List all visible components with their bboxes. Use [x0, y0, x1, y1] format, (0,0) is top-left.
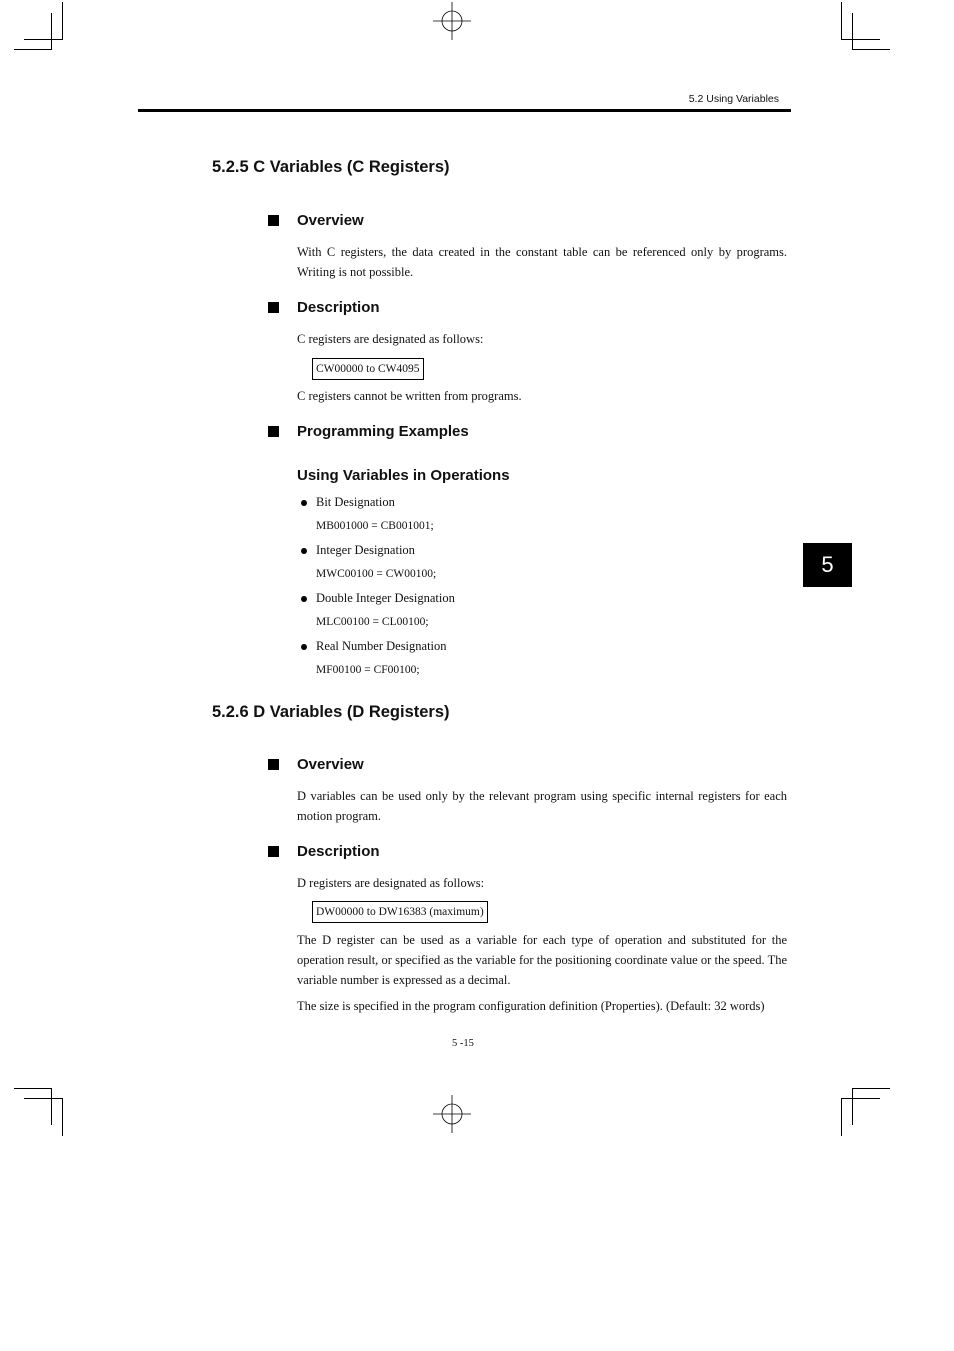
list-item — [301, 639, 447, 654]
list-item-label: Real Number Designation — [316, 639, 447, 653]
running-header: 5.2 Using Variables — [688, 93, 779, 105]
register-range-box-c: CW00000 to CW4095 — [312, 358, 424, 380]
heading-label: Overview — [297, 756, 364, 773]
code-line: MLC00100 = CL00100; — [316, 616, 429, 628]
bullet-dot-icon — [301, 596, 307, 602]
square-bullet-icon — [268, 302, 279, 313]
heading-description-c — [268, 299, 380, 316]
square-bullet-icon — [268, 215, 279, 226]
description-intro-d: D registers are designated as follows: — [297, 876, 485, 890]
heading-overview-d — [268, 756, 364, 773]
list-item-label: Integer Designation — [316, 543, 415, 557]
list-item-label: Bit Designation — [316, 495, 395, 509]
list-item — [301, 495, 395, 510]
description-intro-c: C registers are designated as follows: — [297, 332, 484, 346]
code-line: MF00100 = CF00100; — [316, 664, 420, 676]
registration-target-bottom — [432, 1094, 472, 1134]
bullet-dot-icon — [301, 644, 307, 650]
description-note-c: C registers cannot be written from programs. — [297, 389, 522, 403]
chapter-tab: 5 — [803, 543, 852, 587]
section-title-d: 5.2.6 D Variables (D Registers) — [212, 703, 450, 721]
list-item — [301, 591, 455, 606]
square-bullet-icon — [268, 846, 279, 857]
heading-programming-examples — [268, 423, 469, 440]
heading-label: Programming Examples — [297, 423, 469, 440]
overview-text-c: With C registers, the data created in the constant table can be referenced only by programs. Writing is not possible. — [297, 245, 787, 279]
bullet-dot-icon — [301, 548, 307, 554]
heading-label: Description — [297, 843, 380, 860]
overview-text-d: D variables can be used only by the relevant program using specific internal registers for each motion program. — [297, 789, 787, 823]
subheading-using-variables: Using Variables in Operations — [297, 467, 510, 484]
heading-overview-c — [268, 212, 364, 229]
code-line: MWC00100 = CW00100; — [316, 568, 437, 580]
registration-target-top — [432, 1, 472, 41]
header-rule — [138, 109, 791, 112]
square-bullet-icon — [268, 426, 279, 437]
description-text-d-2: The size is specified in the program configuration definition (Properties). (Default: 32 words) — [297, 999, 765, 1013]
heading-label: Description — [297, 299, 380, 316]
square-bullet-icon — [268, 759, 279, 770]
section-title-c: 5.2.5 C Variables (C Registers) — [212, 158, 450, 176]
page-number: 5 -15 — [452, 1038, 474, 1049]
bullet-dot-icon — [301, 500, 307, 506]
description-text-d-1: The D register can be used as a variable for each type of operation and substituted for the operation result, or specified as the variable for the positioning coordinate value or the speed. The variable number is expressed as a decimal. — [297, 933, 787, 987]
register-range-box-d: DW00000 to DW16383 (maximum) — [312, 901, 488, 923]
heading-description-d — [268, 843, 380, 860]
heading-label: Overview — [297, 212, 364, 229]
code-line: MB001000 = CB001001; — [316, 520, 434, 532]
list-item-label: Double Integer Designation — [316, 591, 455, 605]
list-item — [301, 543, 415, 558]
